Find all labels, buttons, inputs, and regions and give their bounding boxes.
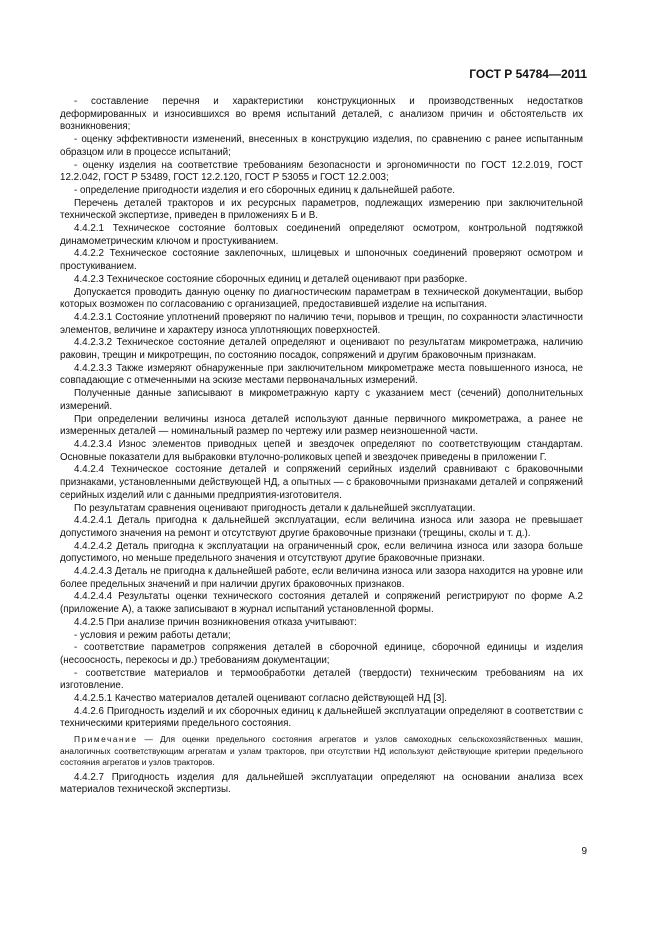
paragraph: 4.4.2.4.3 Деталь не пригодна к дальнейшей работе, если величина износа или зазора находится на уровне или более предельных значений и при наличии других браковочных признаков. [60,566,583,590]
document-code: ГОСТ Р 54784—2011 [469,67,587,81]
paragraph: 4.4.2.5 При анализе причин возникновения отказа учитывают: [74,616,357,628]
paragraph: 4.4.2.2 Техническое состояние заклепочных, шлицевых и шпоночных соединений проверяют осмотром и простукиванием. [60,248,583,273]
note [60,734,583,769]
note-text: — Для оценки предельного состояния агрегатов и узлов самоходных сельскохозяйственных машин, аналогичных соответствующим агрегатам и узлам тракторов, при отсутствии НД используют действующие критерии предельного состояния агрегатов и узлов тракторов. [60,734,583,768]
paragraph: 4.4.2.3.4 Износ элементов приводных цепей и звездочек определяют по соответствующим стандартам. Основные показатели для выбраковки втулочно-роликовых цепей и звездочек приведены в приложении Г. [60,438,583,463]
note-label: Примечание [74,734,138,745]
paragraph: - оценку эффективности изменений, внесенных в конструкцию изделия, по сравнению с ранее испытанным образцом или в процессе испытаний; [60,134,583,158]
paragraph: 4.4.2.3.1 Состояние уплотнений проверяют по наличию течи, порывов и трещин, по сохранности эластичности элементов, величине и характеру износа уплотняющих поверхностей. [60,311,583,336]
page-body [60,96,583,797]
paragraph: Допускается проводить данную оценку по диагностическим параметрам в технической документации, выбор которых возможен по согласованию с организацией, предоставившей изделие на испытания. [60,286,583,311]
paragraph: 4.4.2.3.2 Техническое состояние деталей определяют и оценивают по результатам микрометража, наличию раковин, трещин и микротрещин, по состоянию посадок, сопряжений и другим браковочным признакам. [60,337,583,362]
page-number: 9 [581,846,587,857]
paragraph: 4.4.2.4.1 Деталь пригодна к дальнейшей эксплуатации, если величина износа или зазора не превышает допустимого значения на ремонт и отсутствуют другие браковочные признаки (трещины, сколы и т. д.). [60,515,583,539]
paragraph: 4.4.2.5.1 Качество материалов деталей оценивают согласно действующей НД [3]. [74,693,447,705]
paragraph: 4.4.2.4 Техническое состояние деталей и сопряжений серийных изделий сравнивают с браковочными признаками, установленными действующей НД, а опытных — с браковочными признаками деталей и сопряжений серийных изделий или с данными предприятия-изготовителя. [60,464,583,501]
paragraph: - составление перечня и характеристики конструкционных и производственных недостатков деформированных и износившихся во время испытаний деталей, с анализом причин и обстоятельств их возникновения; [60,96,583,133]
paragraph: - условия и режим работы детали; [74,629,231,641]
paragraph: - соответствие материалов и термообработки деталей (твердости) техническим требованиям на их изготовление. [60,667,583,692]
paragraph: При определении величины износа деталей используют данные первичного микрометража, а ранее не измеренных деталей — номинальный размер по чертежу или размер неизношенной части. [60,413,583,438]
paragraph: 4.4.2.7 Пригодность изделия для дальнейшей эксплуатации определяют на основании анализа всех материалов технической экспертизы. [60,771,583,796]
paragraph: 4.4.2.1 Техническое состояние болтовых соединений определяют осмотром, контрольной подтяжкой динамометрическим ключом и простукиванием. [60,223,583,247]
paragraph: По результатам сравнения оценивают пригодность детали к дальнейшей эксплуатации. [74,502,476,514]
paragraph: 4.4.2.3.3 Также измеряют обнаруженные при заключительном микрометраже места повышенного износа, не совпадающие с отмеченными на эскизе местами первоначальных измерений. [60,362,583,387]
paragraph: Перечень деталей тракторов и их ресурсных параметров, подлежащих измерению при заключительной технической экспертизе, приведен в приложениях Б и В. [60,197,583,222]
paragraph: - определение пригодности изделия и его сборочных единиц к дальнейшей работе. [74,184,455,196]
paragraph: Полученные данные записывают в микрометражную карту с указанием мест (сечений) дополнительных измерений. [60,388,583,412]
paragraph: 4.4.2.4.2 Деталь пригодна к эксплуатации на ограниченный срок, если величина износа или зазора больше допустимого, но меньше предельного значения и отсутствуют другие браковочные признаки. [60,540,583,565]
paragraph: - соответствие параметров сопряжения деталей в сборочной единице, сборочной единицы и изделия (несоосность, перекосы и др.) требованиям документации; [60,642,583,666]
paragraph: 4.4.2.3 Техническое состояние сборочных единиц и деталей оценивают при разборке. [74,273,468,285]
paragraph: 4.4.2.4.4 Результаты оценки технического состояния деталей и сопряжений регистрируют по форме А.2 (приложение А), а также записывают в журнал испытаний установленной формы. [60,591,583,616]
paragraph: 4.4.2.6 Пригодность изделий и их сборочных единиц к дальнейшей эксплуатации определяют в соответствии с техническими критериями предельного состояния. [60,705,583,730]
paragraph: - оценку изделия на соответствие требованиям безопасности и эргономичности по ГОСТ 12.2.019, ГОСТ 12.2.042, ГОСТ Р 53489, ГОСТ 12.2.120, ГОСТ Р 53055 и ГОСТ 12.2.003; [60,159,583,184]
